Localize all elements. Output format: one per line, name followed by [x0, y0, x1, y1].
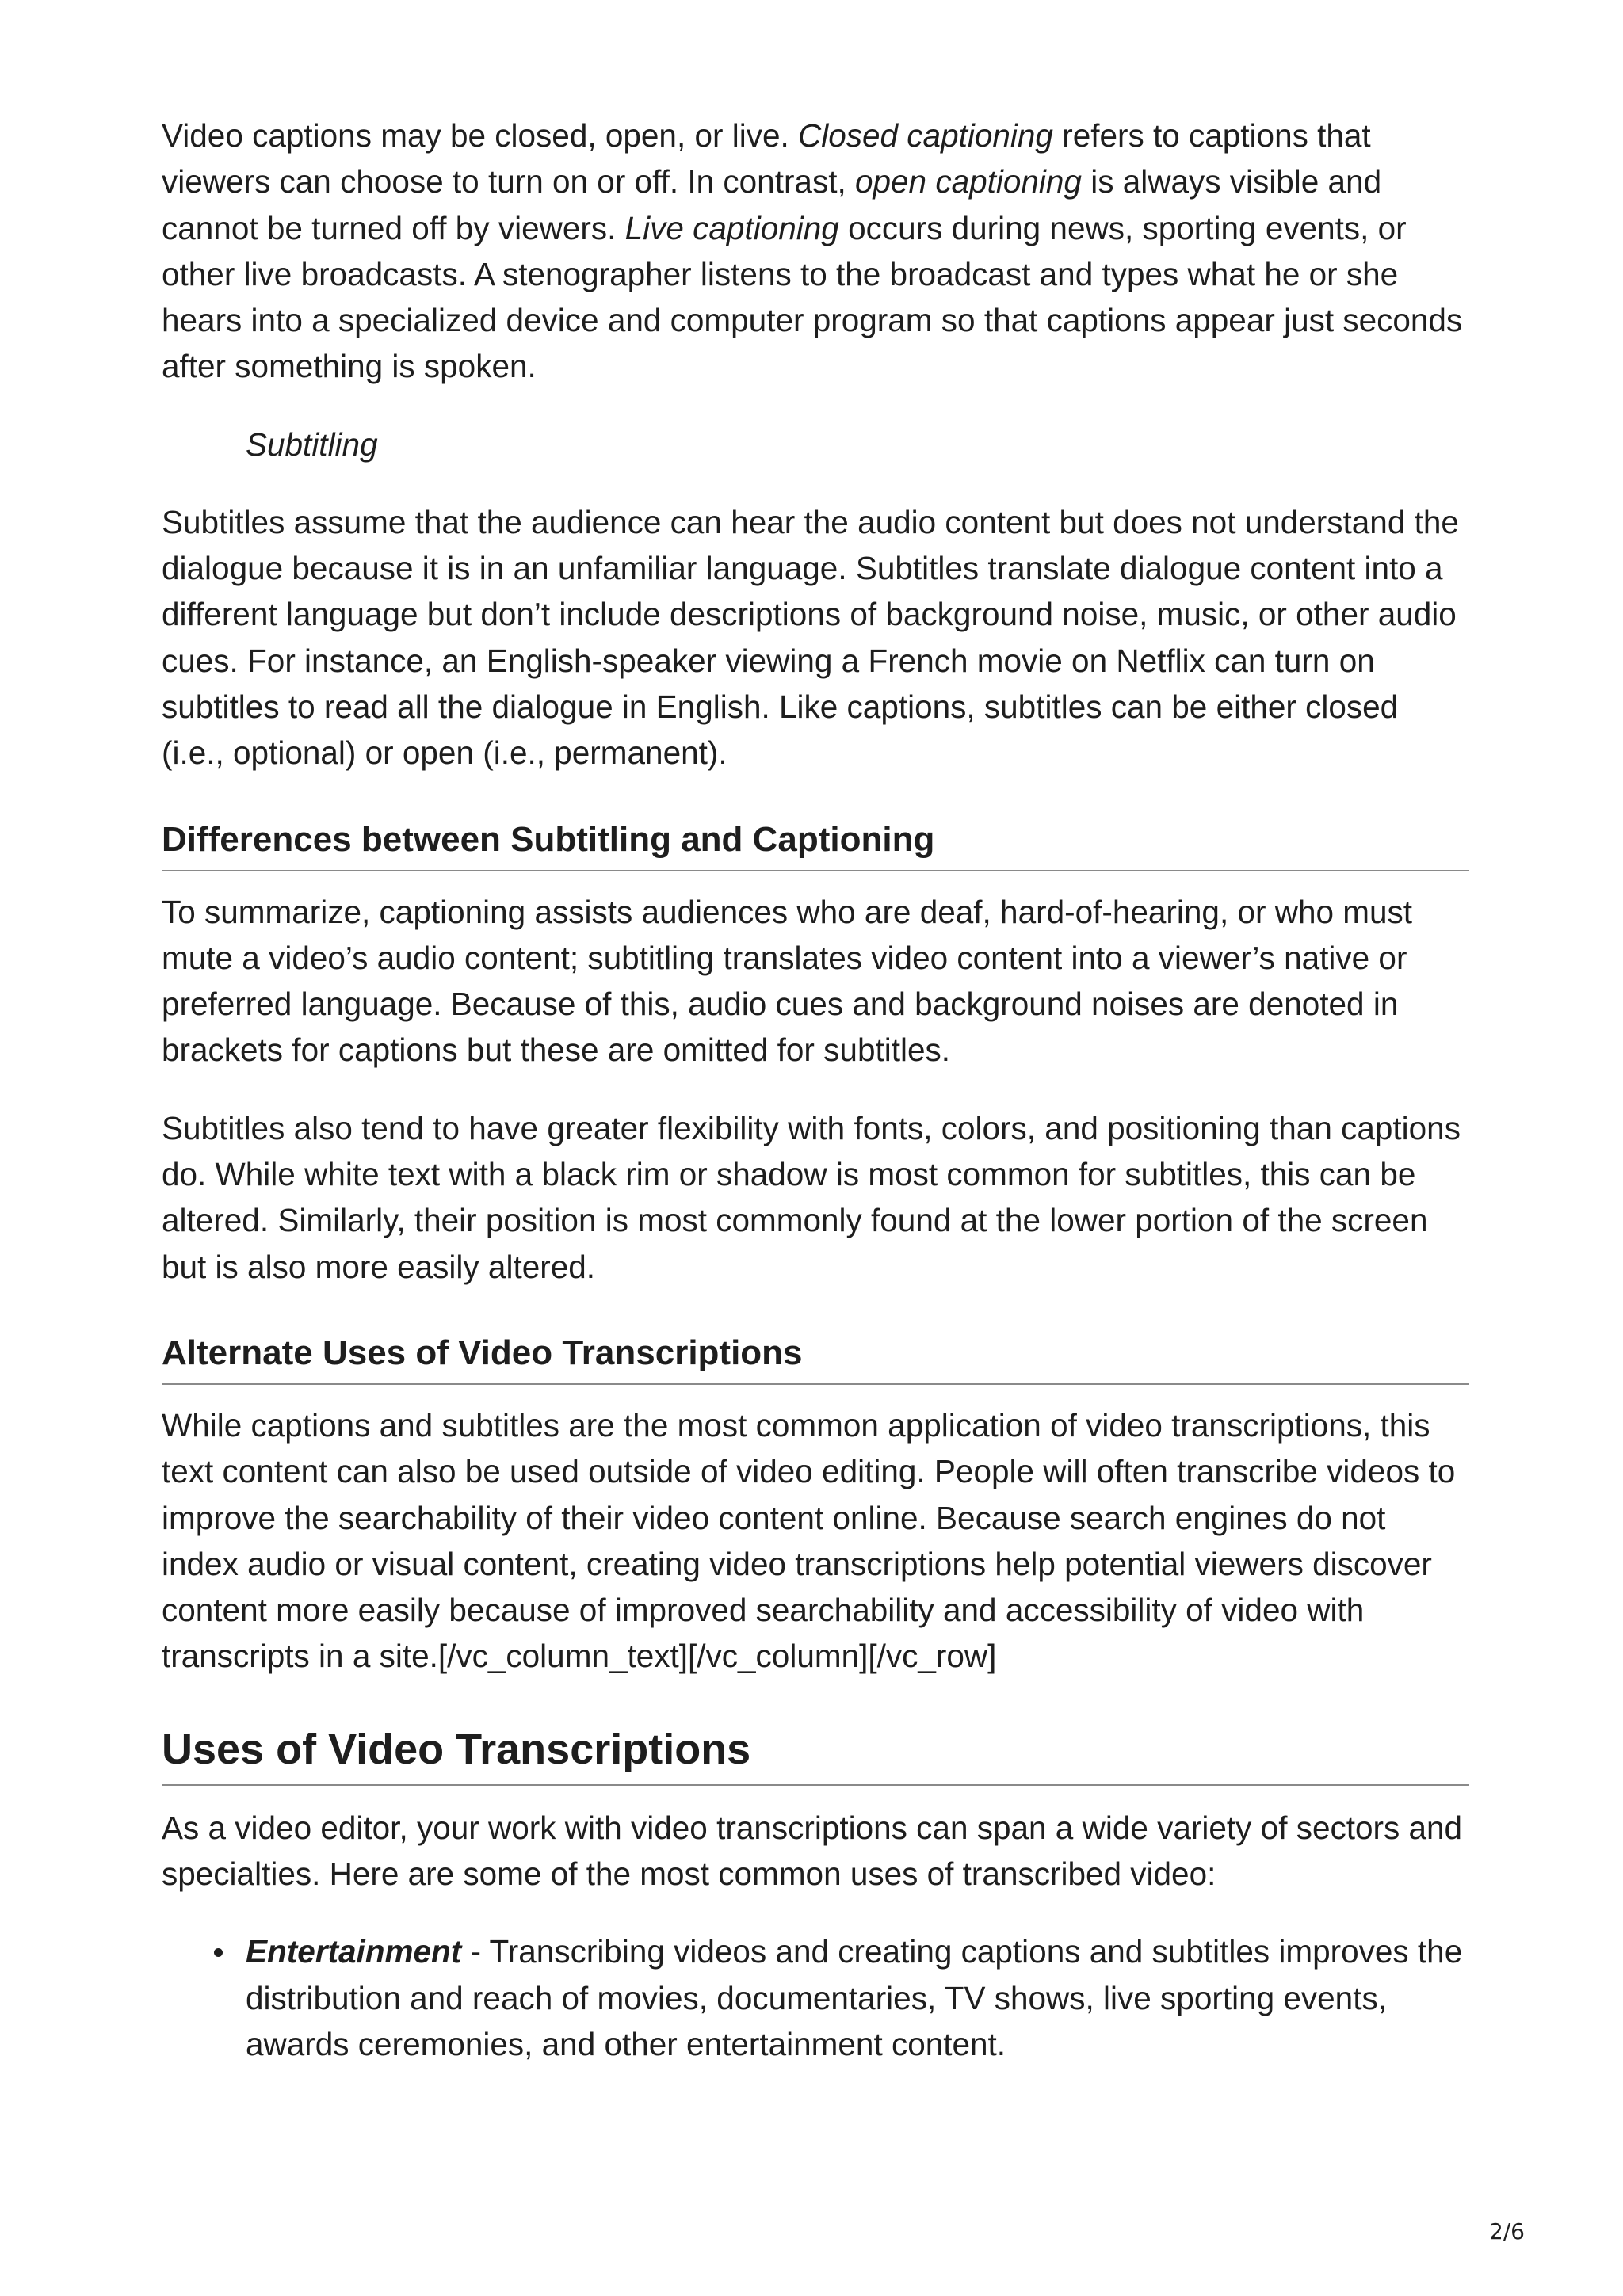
- list-item: [246, 1928, 1469, 2067]
- live-captioning-term: Live captioning: [624, 209, 839, 246]
- page-number: 2/6: [1488, 2218, 1525, 2245]
- differences-paragraph-1: To summarize, captioning assists audiences who are deaf, hard-of-hearing, or who must mute a video’s audio content; subtitling translates video content into a viewer’s native or preferred language. Because of this, audio cues and background noises are denoted in brackets for captions but these are omitted for subtitles.: [162, 893, 1413, 1069]
- list-item-term: Entertainment: [246, 1933, 462, 1970]
- open-captioning-term: open captioning: [854, 163, 1082, 200]
- subtitling-label: Subtitling: [246, 425, 378, 463]
- differences-heading: Differences between Subtitling and Captioning: [162, 816, 1469, 871]
- subtitles-paragraph: Subtitles assume that the audience can hear the audio content but does not understand the dialogue because it is in an unfamiliar language. Subtitles translate dialogue content into a different language but don’t include descriptions of background noise, music, or other audio cues. For instance, an English-speaker viewing a French movie on Netflix can turn on subtitles to read all the dialogue in English. Like captions, subtitles can be either closed (i.e., optional) or open (i.e., permanent).: [162, 503, 1459, 772]
- text-run: occurs during news, sporting events, or other live broadcasts. A stenographer listens to the broadcast and types what he or she hears into a specialized device and computer program so that captions appear just seconds after something is spoken.: [162, 209, 1463, 385]
- document-page: [162, 113, 1469, 2067]
- uses-intro-paragraph: As a video editor, your work with video transcriptions can span a wide variety of sectors and specialties. Here are some of the most common uses of transcribed video:: [162, 1809, 1463, 1893]
- uses-list: [162, 1928, 1469, 2067]
- alternate-uses-heading: Alternate Uses of Video Transcriptions: [162, 1329, 1469, 1385]
- text-run: refers to captions that viewers can choose to turn on or off. In contrast,: [162, 117, 1371, 200]
- list-item-text: - Transcribing videos and creating captions and subtitles improves the distribution and reach of movies, documentaries, TV shows, live sporting events, awards ceremonies, and other entertainment content.: [246, 1933, 1463, 2062]
- text-run: Video captions may be closed, open, or live.: [162, 117, 798, 154]
- uses-heading: Uses of Video Transcriptions: [162, 1721, 1469, 1786]
- text-run: is always visible and cannot be turned off by viewers.: [162, 163, 1382, 246]
- alternate-uses-paragraph: While captions and subtitles are the most common application of video transcriptions, this text content can also be used outside of video editing. People will often transcribe videos to improve the searchability of their video content online. Because search engines do not index audio or visual content, creating video transcriptions help potential viewers discover content more easily because of improved searchability and accessibility of video with transcripts in a site.[/vc_column_text][/vc_column][/vc_row]: [162, 1406, 1456, 1675]
- closed-captioning-term: Closed captioning: [797, 117, 1053, 154]
- differences-paragraph-2: Subtitles also tend to have greater flexibility with fonts, colors, and positioning than captions do. While white text with a black rim or shadow is most common for subtitles, this can be altered. Similarly, their position is most commonly found at the lower portion of the screen but is also more easily altered.: [162, 1109, 1461, 1285]
- captions-types-paragraph: [162, 113, 1469, 390]
